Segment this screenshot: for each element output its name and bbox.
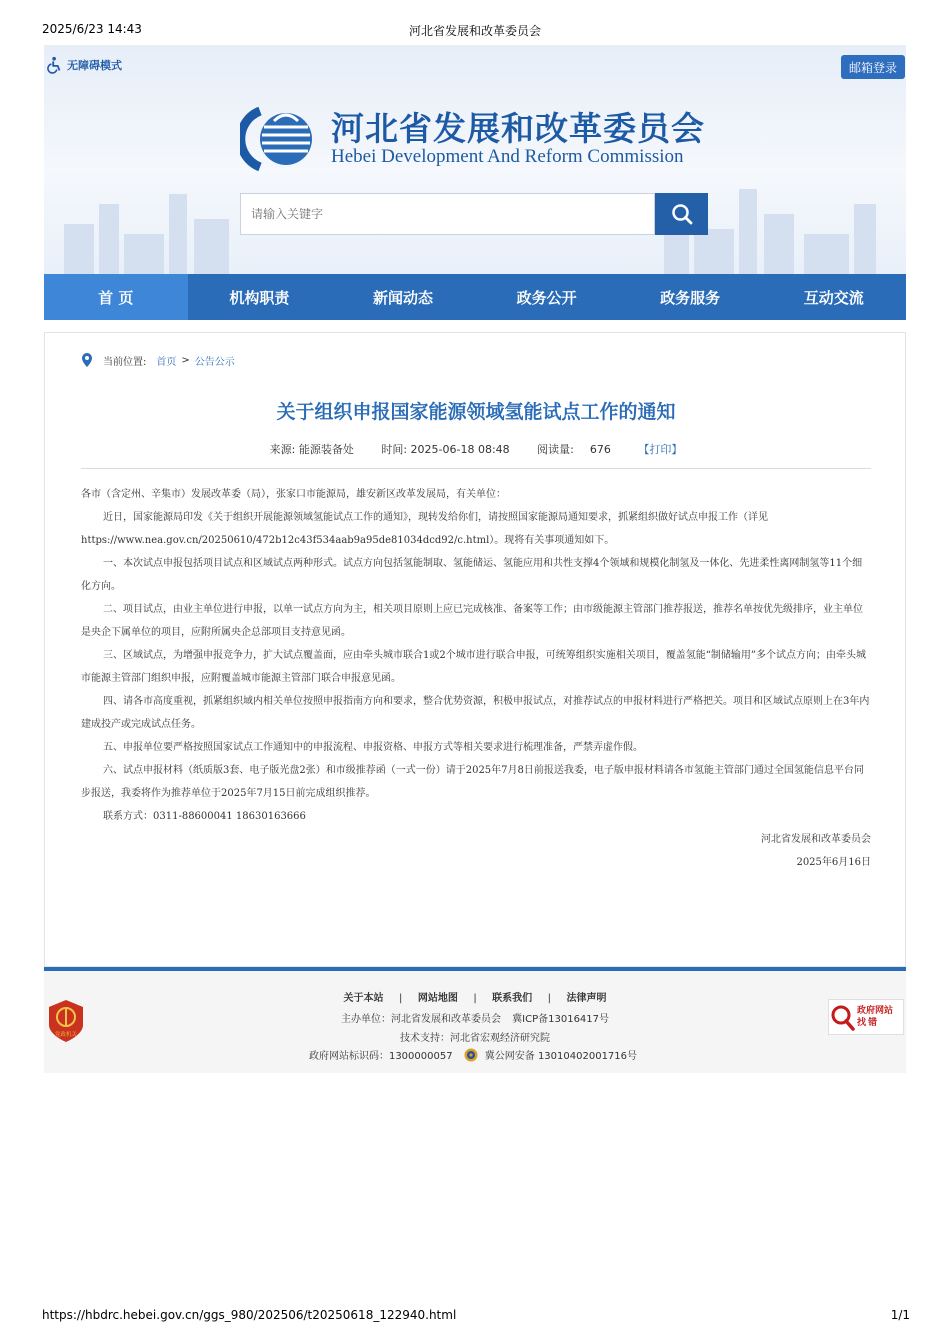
article-time: 时间: 2025-06-18 08:48 [381, 443, 510, 456]
print-page-title: 河北省发展和改革委员会 [408, 24, 541, 38]
print-datetime: 2025/6/23 14:43 [42, 22, 142, 36]
footer-sponsor-line [44, 1010, 906, 1025]
badge-right-line2: 找错 [857, 1018, 880, 1028]
footer-police-record-link[interactable] [464, 1051, 641, 1062]
breadcrumb [81, 351, 235, 369]
search-input[interactable] [240, 193, 655, 235]
footer-tech-support: 技术支持：河北省宏观经济研究院 [400, 1033, 550, 1044]
print-url: https://hbdrc.hebei.gov.cn/ggs_980/202506/t20250618_122940.html [42, 1308, 457, 1322]
site-header [44, 45, 906, 274]
nav-item-gov-services[interactable]: 政务服务 [660, 288, 721, 307]
article-paragraph: 四、请各市高度重视，抓紧组织域内相关单位按照申报指南方向和要求，整合优势资源，积极申报试点，对推荐试点的申报材料进行严格把关。项目和区域试点原则上在3年内建成投产或完成试点任务。 [81, 696, 870, 730]
footer-link-separator: | [398, 993, 403, 1004]
magnifier-icon [829, 1002, 855, 1032]
main-nav [44, 274, 906, 320]
mail-login-button[interactable]: 邮箱登录 [841, 55, 905, 79]
badge-left-label: 党政机关 [54, 1032, 78, 1038]
footer-links [44, 989, 906, 1004]
breadcrumb-separator: > [181, 354, 190, 366]
article-paragraph: 一、本次试点申报包括项目试点和区域试点两种形式。试点方向包括氢能制取、氢能储运、氢能应用和共性支撑4个领域和规模化制氢及一体化、先进柔性离网制氢等11个细化方向。 [81, 558, 863, 592]
article-views-label: 阅读量: [537, 443, 574, 456]
article-container [44, 332, 906, 967]
location-pin-icon [81, 353, 93, 367]
article-date: 2025年6月16日 [796, 857, 871, 868]
nav-item-gov-affairs[interactable]: 政务公开 [516, 288, 577, 307]
article-views-count: 676 [589, 443, 611, 456]
footer-police-record: 冀公网安备 13010402001716号 [484, 1051, 638, 1062]
footer-link-contact[interactable]: 联系我们 [492, 993, 533, 1004]
article-body [81, 483, 871, 874]
nav-item-home[interactable]: 首 页 [44, 274, 188, 320]
search-bar [240, 193, 708, 235]
article-signature: 河北省发展和改革委员会 [761, 834, 871, 845]
site-name-chinese: 河北省发展和改革委员会 [331, 109, 705, 148]
print-footer [0, 1308, 950, 1326]
article-source: 来源: 能源装备处 [269, 443, 354, 456]
footer-icp[interactable]: 冀ICP备13016417号 [512, 1014, 610, 1025]
breadcrumb-current-link[interactable]: 公告公示 [194, 356, 235, 368]
search-icon [671, 203, 693, 225]
wheelchair-icon [46, 56, 64, 74]
article-paragraph: 三、区域试点，为增强申报竞争力，扩大试点覆盖面，应由牵头城市联合1或2个城市进行联合申报，可统筹组织实施相关项目，覆盖氢能“制储输用”多个试点方向；由牵头城市能源主管部门组织申报，应附覆盖城市能源主管部门联合申报意见函。 [81, 650, 866, 684]
print-page-number: 1/1 [890, 1308, 910, 1322]
breadcrumb-prefix: 当前位置: [103, 356, 147, 368]
accessibility-mode-link[interactable] [46, 55, 122, 75]
footer-link-separator: | [473, 993, 477, 1004]
article-paragraph: 二、项目试点，由业主单位进行申报，以单一试点方向为主，相关项目原则上应已完成核准、备案等工作；由市级能源主管部门推荐报送，推荐名单按优先级排序，业主单位是央企下属单位的项目，应附所属央企总部项目支持意见函。 [81, 604, 863, 638]
nav-item-institution[interactable]: 机构职责 [229, 288, 290, 307]
print-button[interactable]: 【打印】 [638, 443, 683, 456]
footer-link-about[interactable]: 关于本站 [343, 993, 384, 1004]
article-meta [45, 441, 907, 457]
article-paragraph: 六、试点申报材料（纸质版3套、电子版光盘2张）和市级推荐函（一式一份）请于2025年7月8日前报送我委，电子版申报材料请各市氢能主管部门通过全国氢能信息平台同步报送，我委将作为推荐单位于2025年7月15日前完成组织推荐。 [81, 765, 864, 799]
gov-site-error-report-badge[interactable] [828, 999, 904, 1035]
search-button[interactable] [655, 193, 708, 235]
article-paragraph: 五、申报单位要严格按照国家试点工作通知中的申报流程、申报资格、申报方式等相关要求进行梳理准备，严禁弄虚作假。 [103, 742, 643, 753]
footer-site-id: 政府网站标识码：1300000057 [308, 1051, 453, 1062]
article-contact: 联系方式：0311-88600041 18630163666 [103, 811, 306, 822]
commission-logo-icon [240, 105, 316, 173]
nav-item-news[interactable]: 新闻动态 [372, 288, 433, 307]
title-divider [81, 468, 871, 469]
accessibility-mode-label: 无障碍模式 [67, 59, 122, 72]
badge-right-line1: 政府网站 [857, 1006, 894, 1016]
footer-tech-line [44, 1029, 906, 1044]
footer-id-line [44, 1047, 906, 1062]
site-name-english: Hebei Development And Reform Commission [331, 146, 684, 167]
footer-link-sitemap[interactable]: 网站地图 [417, 993, 458, 1004]
footer-sponsor: 主办单位：河北省发展和改革委员会 [340, 1014, 501, 1025]
site-footer [44, 967, 906, 1073]
article-title: 关于组织申报国家能源领域氢能试点工作的通知 [276, 401, 676, 423]
article-paragraph: 近日，国家能源局印发《关于组织开展能源领域氢能试点工作的通知》，现转发给你们，请按照国家能源局通知要求，抓紧组织做好试点申报工作（详见https://www.nea.gov.cn/20250610/472b12c43f534aab9a95de81034dcd92/c.html）。现将有关事项通知如下。 [81, 512, 768, 546]
nav-item-interaction[interactable]: 互动交流 [803, 288, 864, 307]
print-header [0, 22, 950, 40]
footer-link-legal[interactable]: 法律声明 [566, 993, 607, 1004]
footer-link-separator: | [547, 993, 552, 1004]
police-emblem-icon [464, 1048, 478, 1062]
breadcrumb-home-link[interactable]: 首页 [156, 356, 177, 368]
article-salutation: 各市（含定州、辛集市）发展改革委（局），张家口市能源局，雄安新区改革发展局，有关单位： [81, 489, 506, 500]
